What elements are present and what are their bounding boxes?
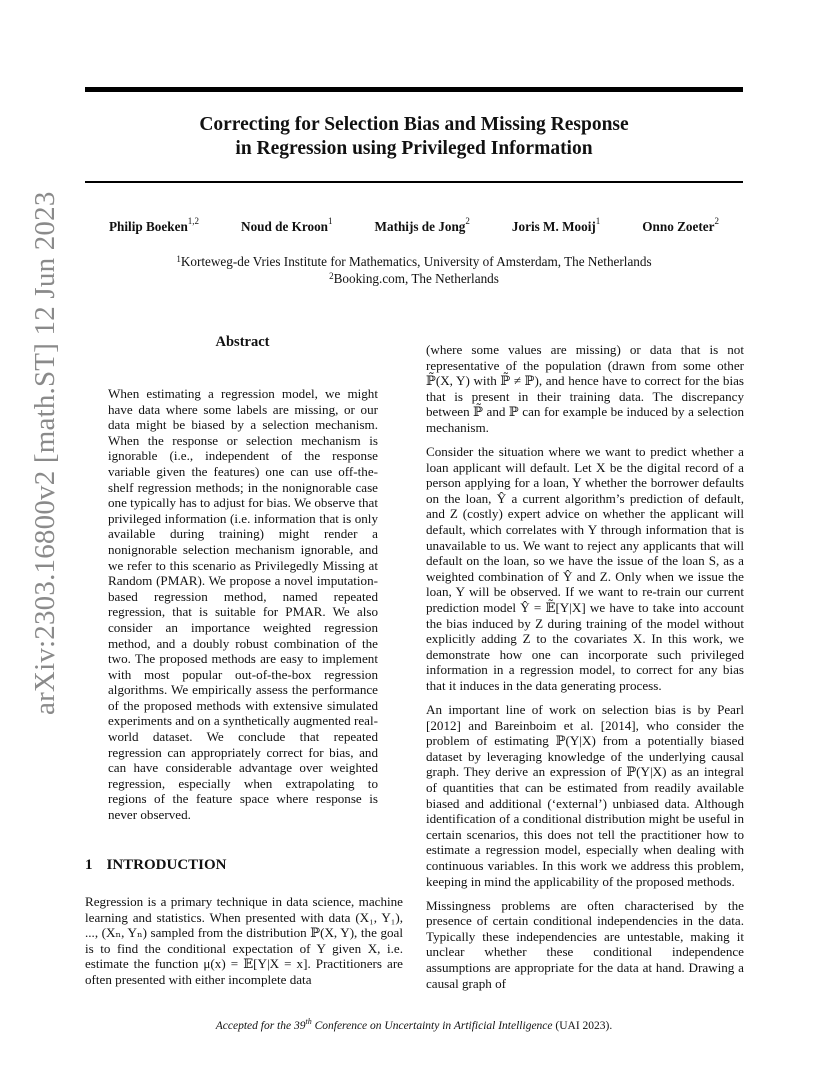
author: Joris M. Mooij$^1$ bbox=[511, 216, 601, 234]
abstract-text: When estimating a regression model, we might have data where some labels are missing, or our data might be biased by a selection mechanism. When the response or selection mechanism is ignorable (i.e., independent of the response variable given the features) one can use off-the-shelf regression methods; in the nonignorable case one typically has to adjust for bias. We observe that privileged information (i.e. information that is only available during training) might render a nonignorable selection mechanism ignorable, and we refer to this scenario as Privilegedly Missing at Random (PMAR). We propose a novel imputation-based regression method, named repeated regression, that is suitable for PMAR. We also consider an importance weighted regression method, and a doubly robust combination of the two. The proposed methods are easy to implement with most popular out-of-the-box regression algorithms. We empirically assess the performance of the proposed methods with extensive simulated experiments and on a synthetically augmented real-world dataset. We conclude that repeated regression can appropriately correct for bias, and can have considerable advantage over weighted regression, especially when extrapolating to regions of the feature space where response is never observed. bbox=[108, 386, 378, 823]
paper-title bbox=[85, 113, 743, 161]
paragraph: (where some values are missing) or data that is not representative of the population (drawn from some other ℙ̃(X, Y) with ℙ̃ ≠ ℙ), and hence have to correct for the bias that is present in their training data. The discrepancy between ℙ̃ and ℙ can for example be induced by a selection mechanism. bbox=[426, 342, 744, 435]
top-rule bbox=[85, 87, 743, 92]
abstract-heading: Abstract bbox=[215, 334, 270, 350]
paragraph: An important line of work on selection bias is by Pearl [2012] and Bareinboim et al. [2014], who consider the problem of estimating ℙ(Y|X) from a potentially biased dataset by leveraging knowledge of the underlying causal graph. They derive an expression of ℙ(Y|X) as an integral of quantities that can be estimated from readily available biased and additional (‘external’) unbiased data. Although identification of a conditional distribution might be useful in certain scenarios, this does not tell the practitioner how to estimate a regression model, especially when dealing with continuous variables. In this work we address this problem, keeping in mind the applicability of the proposed methods. bbox=[426, 702, 744, 889]
title-line-1: Correcting for Selection Bias and Missing Response bbox=[199, 114, 629, 135]
author: Mathijs de Jong$^2$ bbox=[374, 216, 470, 234]
paragraph: Missingness problems are often characterised by the presence of certain conditional independencies in the data. Typically these independencies are untestable, making it unclear whether these conditional independence assumptions are appropriate for the data at hand. Drawing a causal graph of bbox=[426, 897, 744, 991]
title-line-2: in Regression using Privileged Information bbox=[235, 138, 593, 159]
footer-note: Accepted for the 39th Conference on Uncertainty in Artificial Intelligence (UAI 2023). bbox=[215, 1017, 613, 1032]
affiliation-2: $^2$Booking.com, The Netherlands bbox=[329, 271, 499, 286]
arxiv-identifier: arXiv:2303.16800v2 [math.ST] 12 Jun 2023 bbox=[29, 191, 61, 715]
paragraph: Regression is a primary technique in data science, machine learning and statistics. When presented with data (X₁, Y₁), ..., (Xₙ, Yₙ) sampled from the distribution ℙ(X, Y), the goal is to find the conditional expectation of Y given X, i.e. estimate the function μ(x) = 𝔼[Y|X = x]. Practitioners are often presented with either incomplete data bbox=[85, 894, 403, 987]
author-list bbox=[109, 216, 719, 235]
affiliation-1: $^1$Korteweg-de Vries Institute for Mathematics, University of Amsterdam, The Netherlands bbox=[176, 254, 652, 269]
title-bottom-rule bbox=[85, 181, 743, 183]
author: Onno Zoeter$^2$ bbox=[642, 216, 719, 234]
intro-left-column bbox=[85, 894, 403, 996]
author: Philip Boeken$^{1,2}$ bbox=[109, 216, 200, 234]
author: Noud de Kroon$^1$ bbox=[241, 216, 333, 234]
paragraph: Consider the situation where we want to predict whether a loan applicant will default. Let X be the digital record of a person applying for a loan, Y whether the borrower defaults on the loan, Ŷ a current algorithm’s prediction of default, and Z (costly) expert advice on whether the applicant will default, which correlates with Y through information that is unavailable to us. We want to reject any applicants that will default on the loan, so we have the issue of the loan S, as a weighted combination of Ŷ and Z. Only when we issue the loan, Y will be observed. If we want to re-train our current prediction model Ŷ = 𝔼̃[Y|X] we have to take into account the bias induced by Z during training of the model without explicitly adding Z to the covariates X. In this work, we demonstrate how one can incorporate such privileged information in a regression model, to correct for any bias that it induces in the data generating process. bbox=[426, 444, 744, 693]
right-column bbox=[426, 342, 744, 1000]
section-heading: 1 INTRODUCTION bbox=[85, 857, 227, 873]
